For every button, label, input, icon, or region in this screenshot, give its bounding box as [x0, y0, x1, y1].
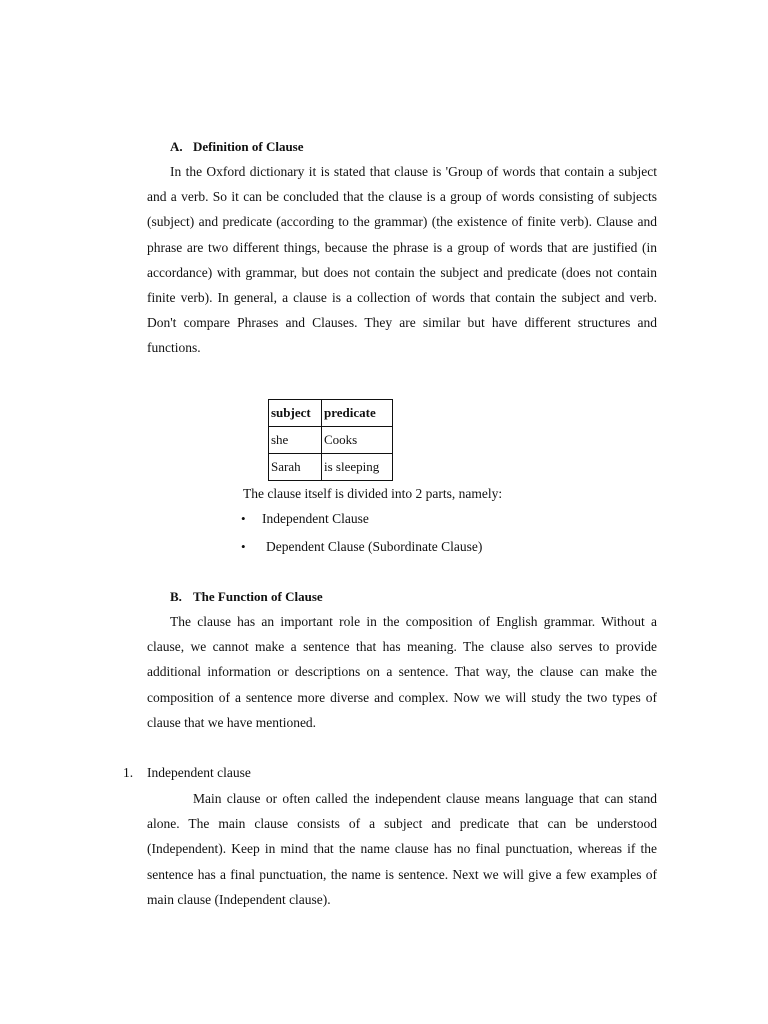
table-cell: is sleeping — [322, 454, 393, 481]
bullet-icon: • — [241, 511, 246, 526]
table-row — [269, 427, 393, 454]
section-b-title: The Function of Clause — [193, 589, 323, 604]
list-item — [241, 511, 369, 527]
list-item-label: Dependent Clause (Subordinate Clause) — [266, 539, 483, 554]
clause-table — [268, 399, 393, 481]
item-title: Independent clause — [147, 765, 251, 780]
section-b-letter: B. — [170, 589, 182, 604]
section-a-heading — [170, 139, 304, 155]
item-1-paragraph — [147, 786, 657, 912]
bullet-icon: • — [241, 539, 246, 554]
section-b-paragraph-text: The clause has an important role in the composition of English grammar. Without a clause, we cannot make a sentence that has meaning. The clause also serves to provide additional information or descriptions on a sentence. That way, the clause can make the composition of a sentence more diverse and complex. Now we will study the two types of clause that we have mentioned. — [147, 614, 657, 730]
table-cell: she — [269, 427, 322, 454]
table-header-row — [269, 400, 393, 427]
table-row — [269, 454, 393, 481]
item-1-paragraph-text: Main clause or often called the independent clause means language that can stand alone. The main clause consists of a subject and predicate that can be understood (Independent). Keep in mind that the name clause has no final punctuation, whereas if the sentence has a final punctuation, the name is sentence. Next we will give a few examples of main clause (Independent clause). — [147, 791, 657, 907]
table-cell: Sarah — [269, 454, 322, 481]
section-a-title: Definition of Clause — [193, 139, 304, 154]
section-b-heading — [170, 589, 323, 605]
list-item-label: Independent Clause — [262, 511, 369, 526]
table-cell: Cooks — [322, 427, 393, 454]
list-item — [241, 539, 483, 555]
numbered-item-1 — [123, 765, 251, 781]
item-number: 1. — [123, 765, 134, 780]
section-b-paragraph — [147, 609, 657, 735]
section-a-paragraph-text: In the Oxford dictionary it is stated that clause is 'Group of words that contain a subject and a verb. So it can be concluded that the clause is a group of words consisting of subjects (subject) and predicate (according to the grammar) (the existence of finite verb). Clause and phrase are two different things, because the phrase is a group of words that are justified (in accordance) with grammar, but does not contain the subject and predicate (does not contain finite verb). In general, a clause is a collection of words that contain the subject and verb. Don't compare Phrases and Clauses. They are similar but have different structures and functions. — [147, 164, 657, 356]
table-header-cell: subject — [269, 400, 322, 427]
section-a-letter: A. — [170, 139, 183, 154]
section-a-paragraph — [147, 159, 657, 361]
parts-intro: The clause itself is divided into 2 parts, namely: — [243, 486, 503, 501]
table-header-cell: predicate — [322, 400, 393, 427]
